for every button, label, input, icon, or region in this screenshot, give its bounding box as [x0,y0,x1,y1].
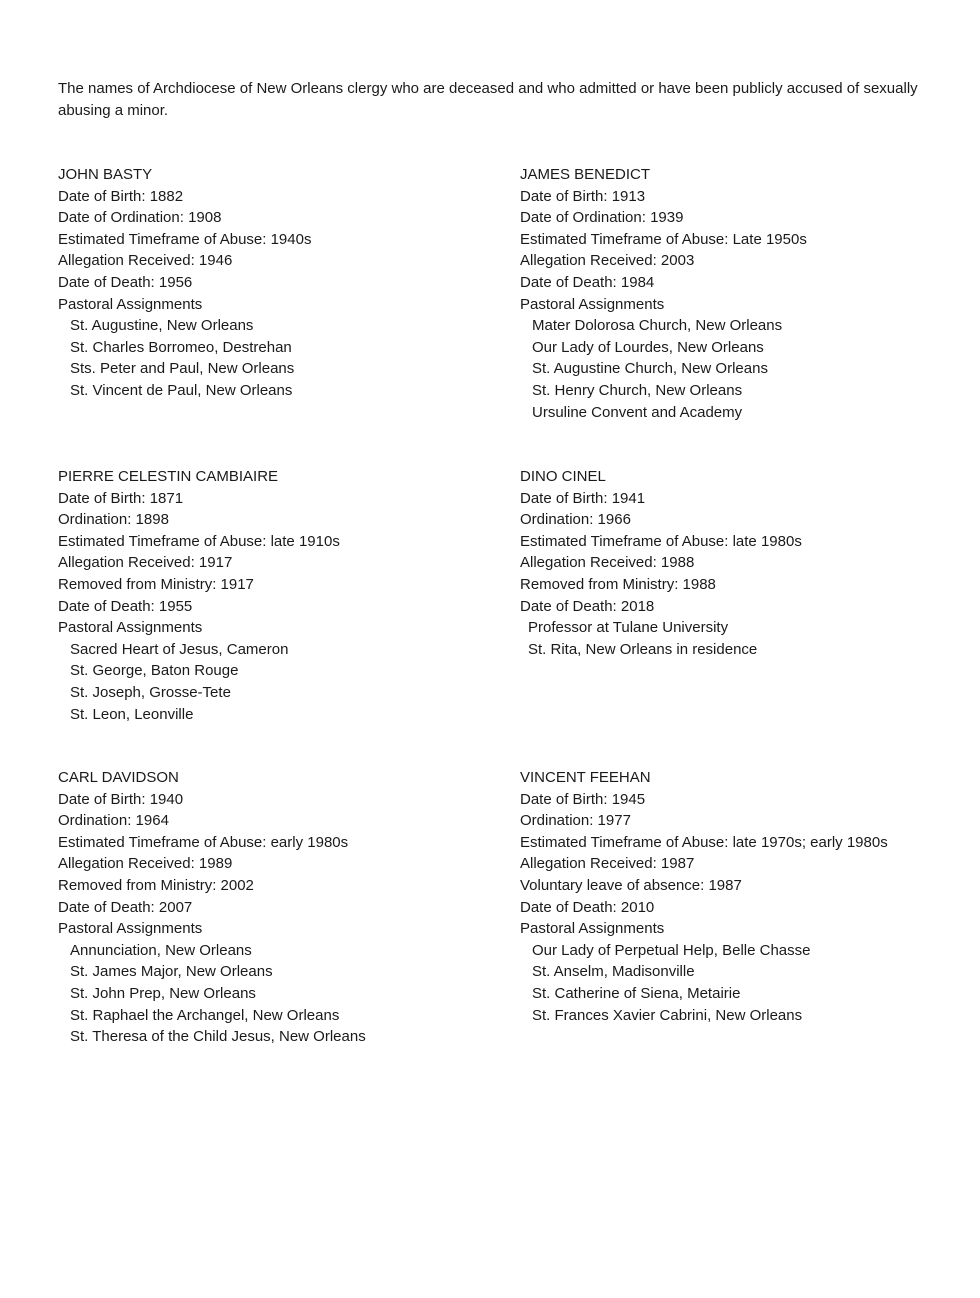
assignment-item: St. George, Baton Rouge [70,662,239,680]
detail-line: Allegation Received: 2003 [520,252,695,270]
assignment-item: Sts. Peter and Paul, New Orleans [70,360,295,378]
assignment-item: St. Anselm, Madisonville [532,963,695,981]
assignment-item: St. Frances Xavier Cabrini, New Orleans [532,1006,803,1024]
detail-line: Estimated Timeframe of Abuse: late 1980s [520,532,802,550]
detail-line: Date of Birth: 1871 [58,489,184,507]
assignments-heading: Pastoral Assignments [520,295,665,313]
clergy-entry [520,767,960,1026]
assignment-item: Our Lady of Perpetual Help, Belle Chasse [532,941,811,959]
clergy-name: JAMES BENEDICT [520,166,651,183]
detail-line: Date of Death: 1956 [58,273,193,291]
detail-line: Date of Ordination: 1939 [520,209,684,227]
detail-line: Date of Death: 1955 [58,597,193,615]
assignment-item: St. Catherine of Siena, Metairie [532,984,741,1002]
detail-line: Estimated Timeframe of Abuse: 1940s [58,230,312,248]
detail-line: Estimated Timeframe of Abuse: Late 1950s [520,230,807,248]
detail-line: Date of Birth: 1882 [58,187,184,205]
assignment-item: Ursuline Convent and Academy [532,403,743,421]
assignment-item: Our Lady of Lourdes, New Orleans [532,338,764,356]
assignment-item: St. Leon, Leonville [70,705,194,723]
detail-line: Ordination: 1977 [520,812,631,830]
detail-line: Ordination: 1966 [520,511,631,529]
clergy-entry [58,466,498,725]
detail-line: Allegation Received: 1917 [58,554,233,572]
assignment-item: St. Raphael the Archangel, New Orleans [70,1006,340,1024]
detail-line: Date of Birth: 1945 [520,790,646,808]
assignment-item: St. John Prep, New Orleans [70,984,256,1002]
detail-line: Date of Death: 2010 [520,898,655,916]
clergy-name: JOHN BASTY [58,166,153,183]
clergy-entry [58,164,498,402]
detail-line: Date of Ordination: 1908 [58,209,222,227]
detail-line: Removed from Ministry: 1988 [520,575,716,593]
clergy-name: CARL DAVIDSON [58,769,179,786]
detail-line: Estimated Timeframe of Abuse: early 1980s [58,833,349,851]
assignment-item: Annunciation, New Orleans [70,941,252,959]
assignments-heading: Pastoral Assignments [58,920,203,938]
detail-line: Date of Death: 1984 [520,273,655,291]
detail-line: Date of Birth: 1941 [520,489,646,507]
detail-line: Date of Death: 2007 [58,898,193,916]
assignment-item: St. Henry Church, New Orleans [532,381,743,399]
detail-line: Ordination: 1898 [58,511,169,529]
assignment-item: Professor at Tulane University [528,619,729,637]
detail-line: Date of Birth: 1940 [58,790,184,808]
intro-text: The names of Archdiocese of New Orleans clergy who are deceased and who admitted or have been publicly accused of sexually abusing a minor. [58,80,918,119]
clergy-entry [520,164,960,423]
detail-line: Estimated Timeframe of Abuse: late 1970s; early 1980s [520,833,888,851]
detail-line: Allegation Received: 1987 [520,855,695,873]
detail-line: Allegation Received: 1946 [58,252,233,270]
assignment-item: St. Rita, New Orleans in residence [528,640,758,658]
assignment-item: St. Vincent de Paul, New Orleans [70,381,293,399]
detail-line: Removed from Ministry: 2002 [58,876,254,894]
clergy-name: DINO CINEL [520,468,606,485]
detail-line: Ordination: 1964 [58,812,169,830]
assignment-item: St. Theresa of the Child Jesus, New Orleans [70,1028,366,1046]
detail-line: Date of Death: 2018 [520,597,655,615]
assignment-item: St. Augustine Church, New Orleans [532,360,768,378]
clergy-entry [520,466,960,660]
assignment-item: St. Charles Borromeo, Destrehan [70,338,292,356]
assignments-heading: Pastoral Assignments [58,619,203,637]
assignment-item: St. Joseph, Grosse-Tete [70,683,231,701]
detail-line: Allegation Received: 1988 [520,554,695,572]
assignment-item: St. Augustine, New Orleans [70,317,254,335]
detail-line: Estimated Timeframe of Abuse: late 1910s [58,532,340,550]
detail-line: Voluntary leave of absence: 1987 [520,876,742,894]
clergy-name: PIERRE CELESTIN CAMBIAIRE [58,468,279,485]
detail-line: Allegation Received: 1989 [58,855,233,873]
assignment-item: Mater Dolorosa Church, New Orleans [532,317,783,335]
assignment-item: Sacred Heart of Jesus, Cameron [70,640,289,658]
clergy-name: VINCENT FEEHAN [520,769,651,786]
clergy-entry [58,767,498,1048]
assignment-item: St. James Major, New Orleans [70,963,273,981]
assignments-heading: Pastoral Assignments [520,920,665,938]
detail-line: Removed from Ministry: 1917 [58,575,254,593]
detail-line: Date of Birth: 1913 [520,187,646,205]
assignments-heading: Pastoral Assignments [58,295,203,313]
